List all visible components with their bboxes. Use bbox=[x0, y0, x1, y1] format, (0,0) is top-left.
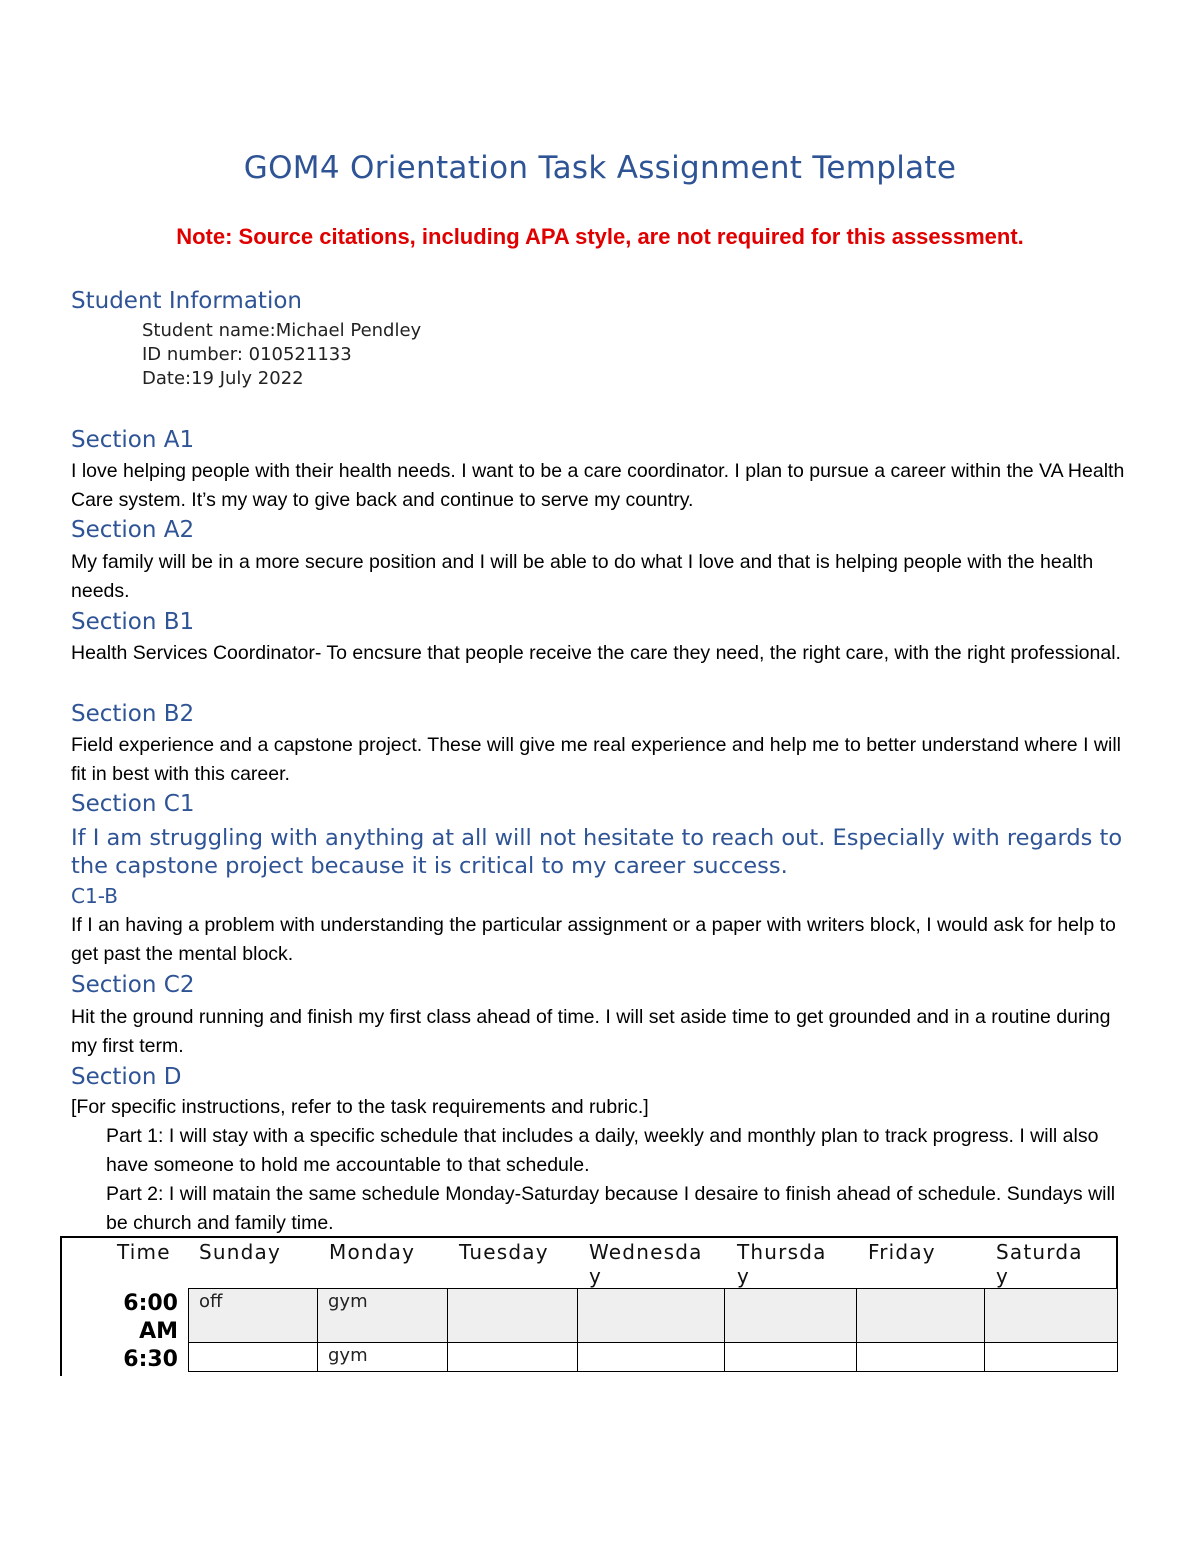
section-a1-text: I love helping people with their health needs. I want to be a care coordinator. I plan to pursue a career within the VA Health Care system. It’s my way to give back and continue to serve my country. bbox=[71, 460, 1125, 511]
student-id-line: ID number: 010521133 bbox=[142, 344, 352, 365]
section-d-instructions: [For specific instructions, refer to the task requirements and rubric.] bbox=[71, 1096, 649, 1118]
time-label-600 bbox=[60, 1290, 178, 1346]
student-date-line: Date:19 July 2022 bbox=[142, 368, 304, 389]
section-b2-text: Field experience and a capstone project. These will give me real experience and help me to better understand where I will fit in best with this career. bbox=[71, 734, 1121, 785]
header-wednesday-line2: y bbox=[589, 1264, 603, 1288]
section-a2-heading: Section A2 bbox=[71, 517, 195, 543]
section-b1-text: Health Services Coordinator- To encsure that people receive the care they need, the right care, with the right professional. bbox=[71, 642, 1121, 664]
cell-630-wednesday[interactable] bbox=[577, 1342, 726, 1372]
cell-600-sunday[interactable]: off bbox=[188, 1288, 319, 1344]
header-saturday-line2: y bbox=[996, 1264, 1010, 1288]
cell-630-saturday[interactable] bbox=[984, 1342, 1118, 1372]
header-thursday-line1: Thursda bbox=[737, 1240, 827, 1264]
student-name-line: Student name:Michael Pendley bbox=[142, 320, 422, 341]
section-c2-text: Hit the ground running and finish my first class ahead of time. I will set aside time to get grounded and in a routine during my first term. bbox=[71, 1006, 1111, 1057]
header-time: Time bbox=[117, 1240, 171, 1264]
cell-630-tuesday[interactable] bbox=[447, 1342, 579, 1372]
cell-600-monday[interactable]: gym bbox=[317, 1288, 449, 1344]
section-c2-heading: Section C2 bbox=[71, 972, 195, 998]
header-wednesday bbox=[589, 1240, 703, 1288]
section-c1b-heading: C1-B bbox=[71, 884, 118, 908]
cell-630-monday[interactable]: gym bbox=[317, 1342, 449, 1372]
cell-600-wednesday[interactable] bbox=[577, 1288, 726, 1344]
cell-630-friday[interactable] bbox=[856, 1342, 986, 1372]
section-b1-heading: Section B1 bbox=[71, 609, 195, 635]
header-thursday bbox=[737, 1240, 827, 1288]
citation-note: Note: Source citations, including APA style, are not required for this assessment. bbox=[176, 224, 1024, 249]
header-tuesday: Tuesday bbox=[459, 1240, 549, 1264]
header-saturday bbox=[996, 1240, 1083, 1288]
time-label-600-line1: 6:00 bbox=[123, 1291, 178, 1316]
section-a2-text: My family will be in a more secure position and I will be able to do what I love and that is helping people with the health needs. bbox=[71, 551, 1094, 602]
time-label-600-line2: AM bbox=[139, 1319, 178, 1344]
header-saturday-line1: Saturda bbox=[996, 1240, 1083, 1264]
section-d-heading: Section D bbox=[71, 1064, 182, 1090]
time-label-630 bbox=[60, 1346, 178, 1374]
header-monday: Monday bbox=[329, 1240, 416, 1264]
section-c1-heading: Section C1 bbox=[71, 791, 195, 817]
schedule-table bbox=[60, 1236, 1118, 1376]
cell-600-saturday[interactable] bbox=[984, 1288, 1118, 1344]
header-sunday: Sunday bbox=[199, 1240, 282, 1264]
section-a1-heading: Section A1 bbox=[71, 427, 195, 453]
section-d-part2: Part 2: I will matain the same schedule Monday-Saturday because I desaire to finish ahead of schedule. Sundays will be church and family time. bbox=[106, 1183, 1116, 1234]
cell-630-sunday[interactable] bbox=[188, 1342, 319, 1372]
header-friday: Friday bbox=[868, 1240, 936, 1264]
section-d-part1: Part 1: I will stay with a specific schedule that includes a daily, weekly and monthly plan to track progress. I will also have someone to hold me accountable to that schedule. bbox=[106, 1125, 1099, 1176]
cell-630-thursday[interactable] bbox=[724, 1342, 858, 1372]
header-thursday-line2: y bbox=[737, 1264, 751, 1288]
cell-600-friday[interactable] bbox=[856, 1288, 986, 1344]
cell-600-thursday[interactable] bbox=[724, 1288, 858, 1344]
section-b2-heading: Section B2 bbox=[71, 701, 195, 727]
page-title: GOM4 Orientation Task Assignment Template bbox=[243, 150, 957, 186]
section-c1b-text: If I an having a problem with understanding the particular assignment or a paper with writers block, I would ask for help to get past the mental block. bbox=[71, 914, 1116, 965]
cell-600-tuesday[interactable] bbox=[447, 1288, 579, 1344]
time-label-630-text: 6:30 bbox=[123, 1347, 178, 1372]
student-info-heading: Student Information bbox=[71, 288, 302, 314]
table-top-border bbox=[60, 1236, 1118, 1238]
section-c1-text: If I am struggling with anything at all will not hesitate to reach out. Especially with regards to the capstone project because it is critical to my career success. bbox=[71, 825, 1123, 879]
table-right-border bbox=[1116, 1236, 1118, 1288]
header-wednesday-line1: Wednesda bbox=[589, 1240, 703, 1264]
